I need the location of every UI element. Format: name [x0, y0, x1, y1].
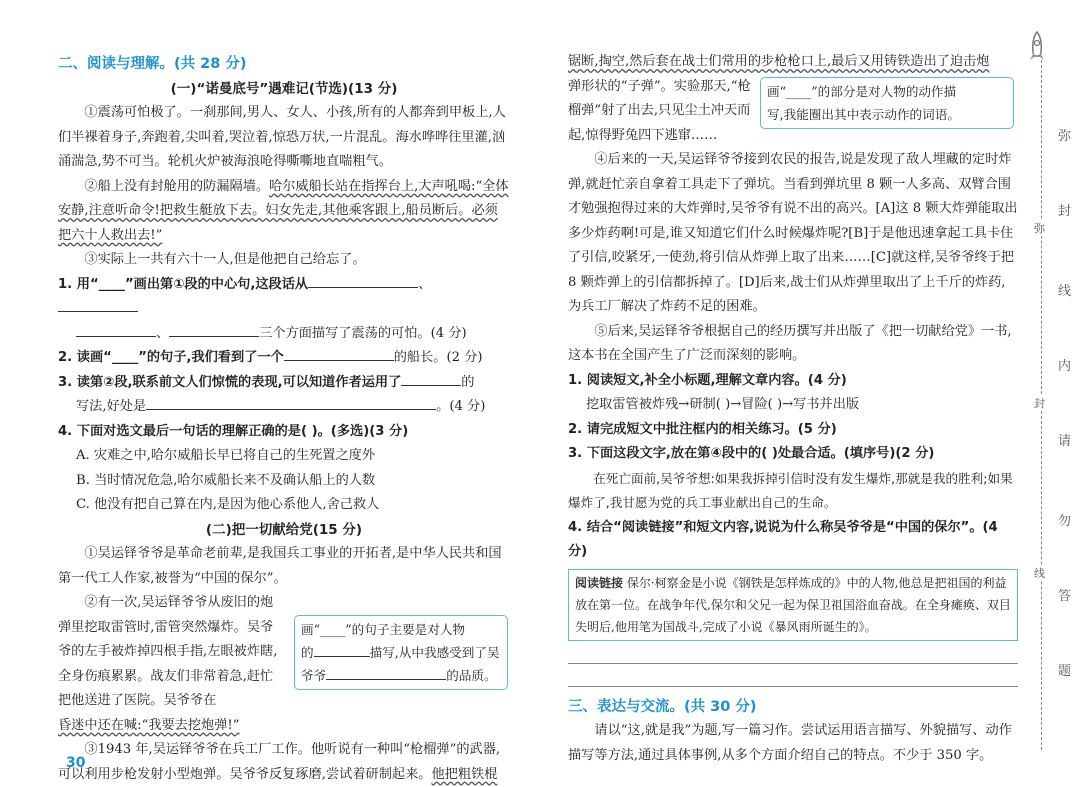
seal-char: 答: [1058, 589, 1072, 604]
page-number: 30: [66, 755, 86, 771]
question-3: 3. 读第②段,联系前文人们惊慌的表现,可以知道作者运用了 的: [58, 371, 510, 396]
passage2-p2: ②有一次,吴运铎爷爷从废旧的炮弹里挖取雷管时,雷管突然爆炸。吴爷爷的左手被炸掉四根手指,左眼被炸瞎,全身伤痕累累。战友们非常着急,赶忙把他送进了医院。吴爷爷在: [58, 595, 278, 708]
passage2-p3-end: 弹形状的“子弹”。实验那天,“枪榴弹”射了出去,只见尘土冲天而起,惊得野兔四下逃窜……: [568, 78, 751, 143]
question-1: 1. 用“____”画出第①段的中心句,这段话从 、: [58, 273, 510, 322]
reading-link-text: 保尔·柯察金是小说《钢铁是怎样炼成的》中的人物,他总是把祖国的利益放在第一位。在战争年代,保尔和父兄一起为保卫祖国浴血奋战。在全身瘫痪、双目失明后,他用笔为国战斗,完成了小说《暴风雨所诞生的》。: [575, 575, 1011, 634]
option-b[interactable]: B. 当时情况危急,哈尔威船长来不及确认船上的人数: [76, 472, 376, 488]
blank[interactable]: [308, 273, 418, 288]
seal-char: 题: [1058, 664, 1072, 679]
option-c[interactable]: C. 他没有把自己算在内,是因为他心系他人,舍己救人: [76, 497, 380, 512]
question-2: 2. 读画“____”的句子,我们看到了一个 的船长。(2 分): [58, 346, 510, 371]
subtitle-line[interactable]: 挖取雷管被炸残→研制( )→冒险( )→写书并出版: [586, 397, 860, 412]
annotation-box-1: 画“____”的句子主要是对人物 的 描写,从中我感受到了吴 爷爷 的品质。: [294, 615, 508, 690]
passage2-p1: ①吴运铎爷爷是革命老前辈,是我国兵工事业的开拓者,是中华人民共和国第一代工人作家,被誉为“中国的保尔”。: [58, 546, 502, 586]
essay-prompt: 请以“这,就是我”为题,写一篇习作。尝试运用语言描写、外貌描写、动作描写等方法,通过具体事例,从多个方面介绍自己的特点。不少于 350 字。: [568, 723, 1012, 763]
seal-char: 弥: [1058, 129, 1072, 144]
blank[interactable]: [401, 371, 461, 386]
reading-link-box: [568, 569, 1018, 641]
left-column: 二、阅读与理解。(共 28 分) (一)“诺曼底号”遇难记(节选)(13 分) ①震荡可怕极了。一刹那间,男人、女人、小孩,所有的人都奔到甲板上,人们半裸着身子,奔跑着,尖叫着,哭泣着,惊恐万状,一片混乱。海水哗哗往里灌,汹涌湍急,势不可当。轮机火炉被海浪呛得嘶嘶地直喘粗气。 ②船上没有封舱用的防漏隔墙。哈尔威船长站在指挥台上,大声吼喝:“全体安静,注意听命令!把救生艇放下去。妇女先走,其他乘客跟上,船员断后。必须把六十人救出去!” ③实际上一共有六十一人,但是他把自己给忘了。 1. 用“____”画出第①段的中心句,这段话从 、 、 三个方面描写了震荡的可怕。(4 分) 2. 读画“____”的句子,我们看到了一个 的船长。(2 分) 3. 读第②段,联系前文人们惊慌的表现,可以知道作者运用了 的 写法,好处是 。(4 分) 4. 下面对选文最后一句话的理解正确的是( )。(多选)(3 分) A. 灾难之中,哈尔威船长早已将自己的生死置之度外 B. 当时情况危急,哈尔威船长来不及确认船上的人数 C. 他没有把自己算在内,是因为他心系他人,舍己救人 (二)把一切献给党(15 分) ①吴运铎爷爷是革命老前辈,是我国兵工事业的开拓者,是中华人民共和国第一代工人作家,被誉为“中国的保尔”。 ②有一次,吴运铎爷爷从废旧的炮弹里挖取雷管时,雷管突然爆炸。吴爷爷的左手被炸掉四根手指,左眼被炸瞎,全身伤痕累累。战友们非常着急,赶忙把他送进了医院。吴爷爷在 昏迷中还在喊:“我要去挖炮弹!” 画“____”的句子主要是对人物 的 描写,从中我感受到了吴 爷爷 的品质。 ③1943 年,吴运铎爷爷在兵工厂工作。他听说有一种叫“枪榴弹”的武器,可以利用步枪发射小型炮弹。吴爷爷反复琢磨,尝试着研制起来。他把粗铁棍: [58, 0, 510, 787]
seal-char: 弥: [1034, 222, 1045, 235]
annotation-box-2: 画“____”的部分是对人物的动作描 写,我能圈出其中表示动作的词语。: [760, 77, 1014, 129]
passage1-title: (一)“诺曼底号”遇难记(节选)(13 分): [170, 80, 398, 97]
option-a[interactable]: A. 灾难之中,哈尔威船长早已将自己的生死置之度外: [76, 448, 376, 463]
answer-line[interactable]: [568, 664, 1018, 687]
seal-char: 封: [1034, 397, 1045, 410]
section2-title: 二、阅读与理解。(共 28 分): [58, 56, 247, 72]
passage2-title: (二)把一切献给党(15 分): [205, 521, 363, 538]
right-question-1: 1. 阅读短文,补全小标题,理解文章内容。(4 分): [568, 372, 847, 388]
passage2-p2-wavy: 昏迷中还在喊:“我要去挖炮弹!”: [58, 717, 240, 733]
blank[interactable]: [284, 346, 394, 361]
section3-title: 三、表达与交流。(共 30 分): [568, 698, 757, 715]
seal-char: 勿: [1058, 514, 1072, 529]
seal-char: 封: [1058, 204, 1072, 219]
right-question-3: 3. 下面这段文字,放在第④段中的( )处最合适。(填序号)(2 分): [568, 446, 935, 461]
right-question-4: 4. 结合“阅读链接”和短文内容,说说为什么称吴爷爷是“中国的保尔”。(4 分): [568, 519, 998, 559]
seal-char: 请: [1058, 434, 1072, 449]
insert-text: 在死亡面前,吴爷爷想:如果我拆掉引信时没有发生爆炸,那就是我的胜利;如果爆炸了,我甘愿为党的兵工事业献出自己的生命。: [568, 470, 1013, 510]
rocket-icon: [1026, 30, 1048, 64]
seal-char: 线: [1058, 284, 1072, 299]
passage2-p3: ③1943 年,吴运铎爷爷在兵工厂工作。他听说有一种叫“枪榴弹”的武器,可以利用步枪发射小型炮弹。吴爷爷反复琢磨,尝试着研制起来。他把粗铁棍: [58, 742, 501, 782]
passage2-p4: ④后来的一天,吴运铎爷爷接到农民的报告,说是发现了敌人埋藏的定时炸弹,就赶忙亲自拿着工具走下了弹坑。当看到弹坑里 8 颗一人多高、双臂合围才勉强抱得过来的大炸弹时,吴爷爷有说不出的高兴。[A]这 8 颗大炸弹能取出多少炸药啊!可是,谁又知道它们什么时候爆炸呢?[B]于是他迅速拿起工具卡住了引信,咬紧牙,一使劲,将引信从炸弹上取了出来……[C]就这样,吴爷爷终于把 8 颗炸弹上的引信都拆掉了。[D]后来,战士们从炸弹里取出了上千斤的炸药,为兵工厂解决了炸药不足的困难。: [568, 152, 1018, 314]
question-4: 4. 下面对选文最后一句话的理解正确的是( )。(多选)(3 分): [58, 423, 409, 439]
reading-link-title: 阅读链接: [575, 575, 624, 590]
passage1-p1: ①震荡可怕极了。一刹那间,男人、女人、小孩,所有的人都奔到甲板上,人们半裸着身子,奔跑着,尖叫着,哭泣着,惊恐万状,一片混乱。海水哗哗往里灌,汹涌湍急,势不可当。轮机火炉被海浪呛得嘶嘶地直喘粗气。: [58, 105, 506, 169]
answer-line[interactable]: [568, 641, 1018, 664]
blank[interactable]: [146, 395, 436, 410]
passage2-p3-cont: 锯断,掏空,然后套在战士们常用的步枪枪口上,最后又用铸铁造出了迫击炮: [568, 54, 990, 69]
seal-char: 内: [1058, 359, 1072, 374]
right-question-2: 2. 请完成短文中批注框内的相关练习。(5 分): [568, 421, 837, 437]
seal-char: 线: [1034, 567, 1045, 580]
blank[interactable]: [58, 297, 138, 312]
blank[interactable]: [76, 322, 156, 337]
blank[interactable]: [169, 322, 259, 337]
passage2-p5: ⑤后来,吴运铎爷爷根据自己的经历撰写并出版了《把一切献给党》一书,这本书在全国产生了广泛而深刻的影响。: [568, 323, 1012, 363]
wavy-sentence: 哈尔威船长站在指挥台上,大声吼喝:“全体安静,注意听命令!把救生艇放下去。妇女先走,其他乘客跟上,船员断后。必须把六十人救出去!”: [58, 178, 509, 243]
passage1-p2: ②船上没有封舱用的防漏隔墙。哈尔威船长站在指挥台上,大声吼喝:“全体安静,注意听命令!把救生艇放下去。妇女先走,其他乘客跟上,船员断后。必须把六十人救出去!”: [58, 178, 509, 243]
right-column: [568, 0, 1018, 768]
passage1-p3: ③实际上一共有六十一人,但是他把自己给忘了。: [84, 252, 366, 267]
